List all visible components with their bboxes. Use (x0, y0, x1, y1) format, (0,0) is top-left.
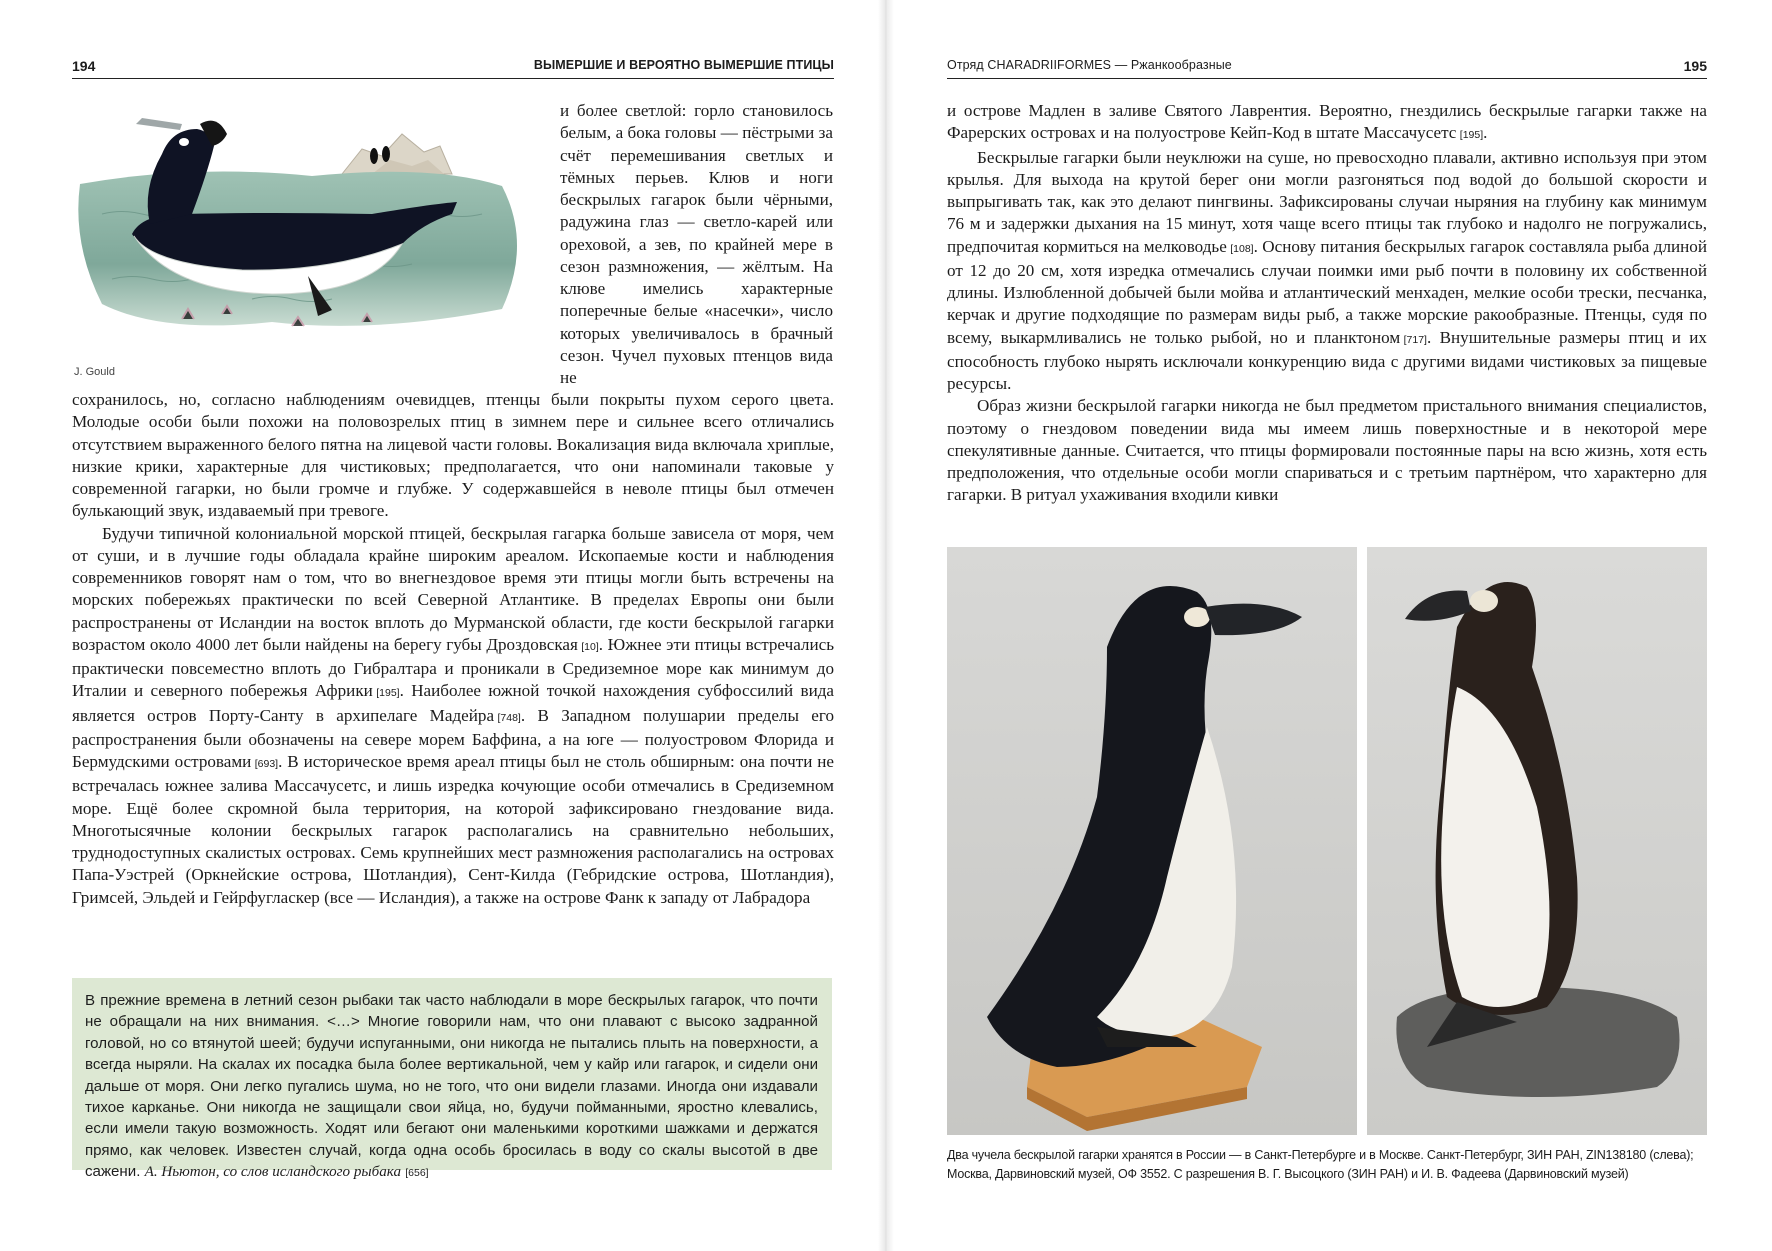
quote-text: В прежние времена в летний сезон рыбаки так часто наблюдали в море бескрылых гагарок, что почти не обращали на них внимания. <…> Многие говорили нам, что они плавают с высоко задранной головой, но со втянутой шеей; будучи испуганными, они никогда не пытались плыть на поверхности, а всегда ныряли. На скалах их посадка была более вертикальной, чем у кайр или гагарок, и сидели они дальше от моря. Они легко пугались шума, но не того, что они видели глазами. Иногда они издавали тихое карканье. Они никогда не защищали свои яйца, но, будучи пойманными, яростно клевались, если имели такую возможность. Ходят или бегают они маленькими короткими шажками и держатся прямо, как человек. Известен случай, когда одна особь бросилась в воду со скалы высотой в две сажени. (85, 992, 818, 1181)
text-run: . В Западном полушарии пределы его распространения были обозначены на севере морем Баффина, а на юге — полуостровом Флорида и Бермудскими островами (72, 705, 834, 771)
paragraph-breeding: Образ жизни бескрылой гагарки никогда не был предметом пристального внимания специалистов, поэтому о гнездовом поведении вида мы имеем лишь поверхностные и в некоторой мере спекулятивные данные. Считается, что птицы формировали постоянные пары на всю жизнь, хотя есть предположения, что отдельные особи могли спариваться и с третьим партнёром, что характерно для гагарки. В ритуал ухаживания входили кивки (947, 396, 1707, 505)
right-section-title: Отряд CHARADRIIFORMES — Ржанкообразные (947, 58, 1232, 72)
citation: [195] (376, 687, 400, 700)
left-section-title: ВЫМЕРШИЕ И ВЕРОЯТНО ВЫМЕРШИЕ ПТИЦЫ (533, 58, 834, 72)
left-main-text (72, 389, 834, 909)
great-auk-painting (72, 94, 542, 390)
text-run: . Южнее эти птицы встречались практически повсеместно вплоть до Гибралтара и проникали в Средиземное море как минимум до Италии и северного побережья Африки (72, 634, 834, 701)
specimen-photo-moscow (1367, 547, 1707, 1135)
right-main-text (947, 100, 1707, 507)
text-run: . Основу питания бескрылых гагарок составляла рыба длиной от 12 до 20 см, хотя изредка отмечались случаи поимки ими рыб почти в половину их собственной длины. Излюбленной добычей были мойва и атлантический менхаден, мелкие особи трески, песчанка, керчак и другие подходящие по размерам виды рыб, а также морские ракообразные. Птенцы, судя по всему, выкармливались не только рыбой, но и планктоном (947, 236, 1707, 347)
citation: [195] (1459, 129, 1484, 142)
paragraph: и острове Мадлен в заливе Святого Лаврентия. Вероятно, гнездились бескрылые гагарки также на Фарерских островах и на полуострове Кейп-Код в штате Массачусетс [195]. (947, 101, 1707, 143)
citation: [10] (581, 640, 599, 653)
left-text-beside-plate (560, 100, 833, 389)
stuffed-great-auk-left (947, 547, 1357, 1135)
left-page-number: 194 (72, 58, 96, 74)
citation: [748] (497, 711, 521, 724)
text-run: . Наиболее южной точкой нахождения субфоссилий вида является остров Порту-Санту в архипелаге Мадейра (72, 681, 834, 725)
text-run: и острове Мадлен в заливе Святого Лаврентия. Вероятно, гнездились бескрылые гагарки также на Фарерских островах и на полуострове Кейп-Код в штате Массачусетс (947, 101, 1707, 143)
gould-plate-illustration (72, 94, 542, 390)
paragraph-range (72, 523, 834, 909)
paragraph: сохранилось, но, согласно наблюдениям очевидцев, птенцы были покрыты пухом серого цвета. Молодые особи были похожи на половозрелых птиц в зимнем пере и сильнее всего отличались отсутствием выраженного белого пятна на лицевой части головы. Вокализация вида включала хриплые, низкие крики, характерные для чистиковых; предполагается, что они напоминали таковые у современной гагарки, но были громче и глубже. У содержавшейся в неволе птицы был отмечен булькающий звук, издаваемый при тревоге. (72, 390, 834, 521)
paragraph: и более светлой: горло становилось белым, а бока головы — пёстрыми за счёт перемешивания светлых и тёмных перьев. Клюв и ноги бескрылых гагарок были чёрными, радужина глаз — светло-карей или ореховой, а зев, по крайней мере в сезон размножения, — жёлтым. На клюве имелись характерные поперечные белые «насечки», число которых увеличивалось в брачный сезон. Чучел пуховых птенцов вида не (560, 101, 833, 387)
citation: [108] (1230, 242, 1254, 255)
book-gutter (878, 0, 894, 1251)
specimen-photo-spb (947, 547, 1357, 1135)
citation: [693] (254, 758, 279, 770)
citation: [656] (405, 1167, 429, 1180)
paragraph-behaviour (947, 147, 1707, 396)
text-run: Будучи типичной колониальной морской птицей, бескрылая гагарка больше зависела от моря, чем от суши, и в лучшие годы обладала крайне широким ареалом. Ископаемые кости и наблюдения современников говорят нам о том, что во внегнездовое время эти птицы могли быть встречены на морских побережьях практически по всей Северной Атлантике. В пределах Европы они были распространены от Исландии на восток вплоть до Мурманской области, где кости бескрылой гагарки возрастом около 4000 лет были найдены на берегу губы Дроздовская (72, 523, 834, 654)
stuffed-great-auk-right (1367, 547, 1707, 1135)
text-run: Бескрылые гагарки были неуклюжи на суше, но превосходно плавали, активно используя при этом крылья. Для выхода на крутой берег они могли разгоняться под водой до большой скорости и выпрыгивать так, как это делают пингвины. Зафиксированы случаи ныряния на глубину как минимум 76 м и задержки дыхания на 15 минут, хотя чаще всего птицы так глубоко и надолго не погружались, предпочитая кормиться на мелководье (947, 147, 1707, 256)
text-run: . Внушительные размеры птиц и их способность глубоко нырять исключали конкуренцию вида с другими видами чистиковых за пищевые ресурсы. (947, 327, 1707, 393)
photo-caption: Два чучела бескрылой гагарки хранятся в России — в Санкт-Петербурге и в Москве. Санкт-Петербург, ЗИН РАН, ZIN138180 (слева); Москва, Дарвиновский музей, ОФ 3552. С разрешения В. Г. Высоцкого (ЗИН РАН) и И. В. Фадеева (Дарвиновский музей) (947, 1148, 1694, 1181)
right-page-number: 195 (1683, 58, 1707, 74)
text-run: . В историческое время ареал птицы был не столь обширным: она почти не встречалась южнее залива Массачусетс, и лишь изредка кочующие особи отмечались в Средиземном море. Ещё более скромной была территория, на которой зафиксировано гнездование вида. Многотысячные колонии бескрылых гагарок располагались на сравнительно небольших, труднодоступных скалистых островах. Семь крупнейших мест размножения располагались на островах Папа-Уэстрей (Оркнейские острова, Шотландия), Сент-Килда (Гебридские острова, Шотландия), Гримсей, Эльдей и Гейрфугласкер (все — Исландия), а также на острове Фанк к западу от Лабрадора (72, 752, 834, 907)
citation: [717] (1403, 333, 1427, 346)
right-running-head (947, 54, 1707, 79)
quote-box (72, 978, 832, 1181)
left-running-head (72, 54, 834, 79)
plate-credit: J. Gould (74, 366, 115, 378)
quote-attribution: А. Ньютон, со слов исландского рыбака (144, 1164, 402, 1181)
